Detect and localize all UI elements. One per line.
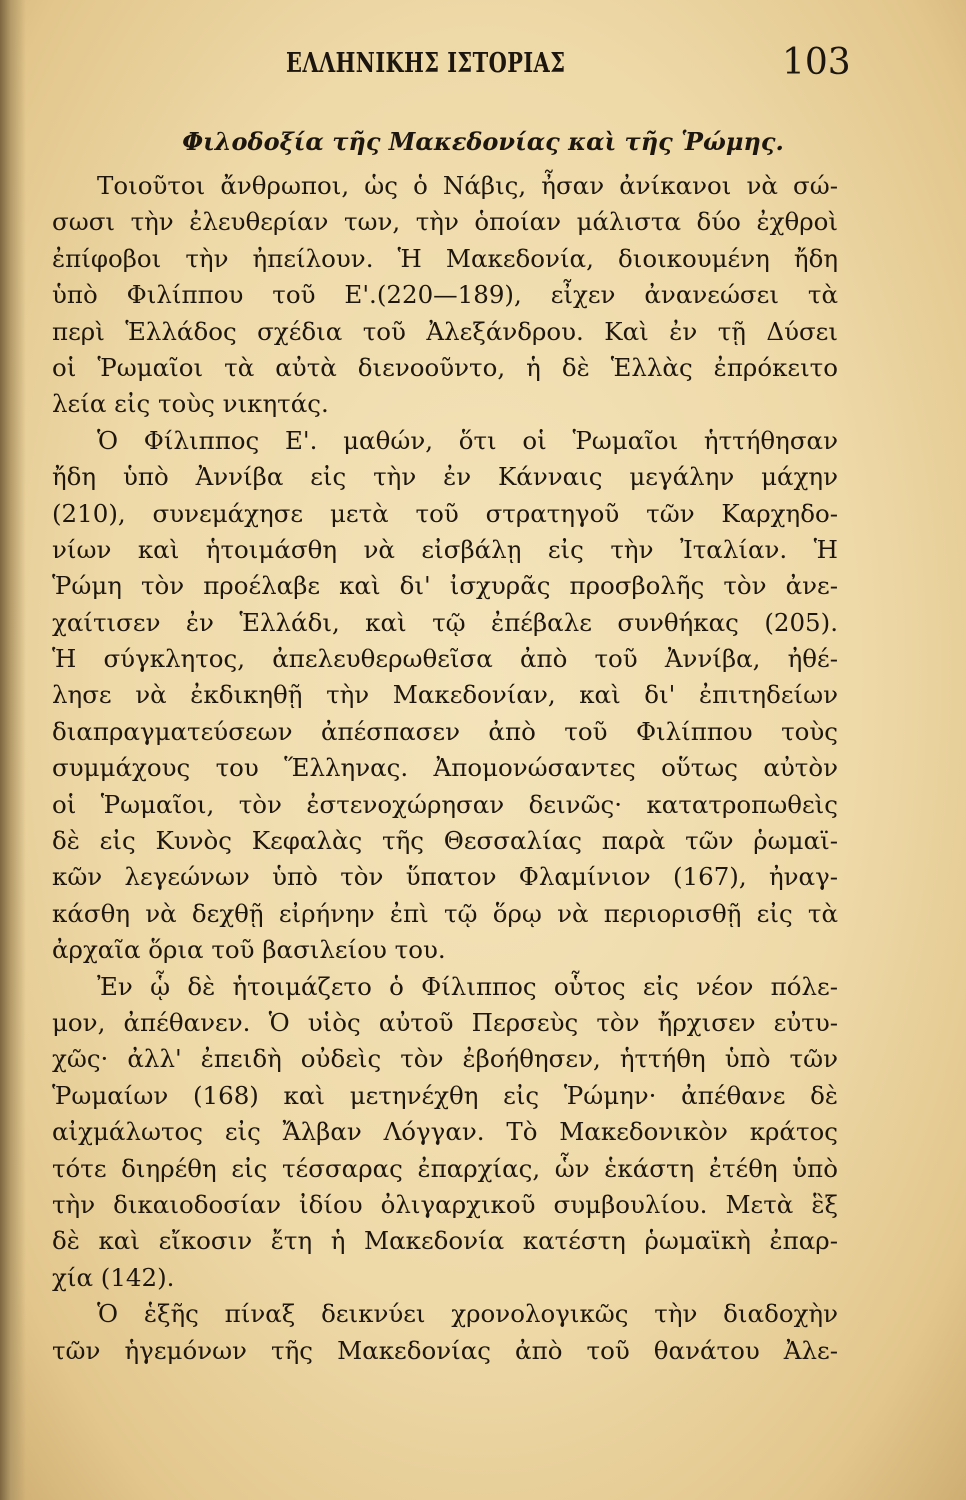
text-line: οἱ Ῥωμαῖοι τὰ αὐτὰ διενοοῦντο, ἡ δὲ Ἑλλὰς ἐπρόκειτο	[52, 352, 838, 382]
text-line: ἤδη ὑπὸ Ἀννίβα εἰς τὴν ἐν Κάνναις μεγάλην μάχην	[52, 462, 838, 492]
text-line: τῶν ἡγεμόνων τῆς Μακεδονίας ἀπὸ τοῦ θανάτου Ἀλε-	[52, 1335, 838, 1365]
text-line: Ῥώμη τὸν προέλαβε καὶ δι' ἰσχυρᾶς προσβολῆς τὸν ἀνε-	[52, 571, 838, 601]
text-line: δὲ καὶ εἴκοσιν ἔτη ἡ Μακεδονία κατέστη ῥωμαϊκὴ ἐπαρ-	[52, 1226, 838, 1256]
text-line: τότε διηρέθη εἰς τέσσαρας ἐπαρχίας, ὧν ἑκάστη ἐτέθη ὑπὸ	[52, 1153, 838, 1183]
text-line: συμμάχους του Ἕλληνας. Ἀπομονώσαντες οὕτως αὐτὸν	[52, 753, 838, 783]
text-line: κάσθη νὰ δεχθῇ εἰρήνην ἐπὶ τῷ ὅρῳ νὰ περιορισθῇ εἰς τὰ	[52, 898, 838, 928]
body-text	[52, 168, 838, 1369]
text-line: λησε νὰ ἐκδικηθῇ τὴν Μακεδονίαν, καὶ δι' ἐπιτηδείων	[52, 680, 838, 710]
binding-shadow	[0, 0, 26, 1500]
text-line: αἰχμάλωτος εἰς Ἄλβαν Λόγγαν. Τὸ Μακεδονικὸν κράτος	[52, 1117, 838, 1147]
text-line: Τοιοῦτοι ἄνθρωποι, ὡς ὁ Νάβις, ἦσαν ἀνίκανοι νὰ σώ-	[97, 171, 838, 200]
text-line: οἱ Ῥωμαῖοι, τὸν ἐστενοχώρησαν δεινῶς· κατατροπωθεὶς	[52, 789, 838, 819]
text-line: κῶν λεγεώνων ὑπὸ τὸν ὕπατον Φλαμίνιον (167), ἠναγ-	[52, 862, 838, 892]
text-line: Ὁ Φίλιππος Ε'. μαθών, ὅτι οἱ Ῥωμαῖοι ἡττήθησαν	[97, 425, 838, 455]
text-line: περὶ Ἑλλάδος σχέδια τοῦ Ἀλεξάνδρου. Καὶ ἐν τῇ Δύσει	[52, 316, 838, 346]
text-line: χῶς· ἀλλ' ἐπειδὴ οὐδεὶς τὸν ἐβοήθησεν, ἡττήθη ὑπὸ τῶν	[52, 1044, 838, 1074]
text-line: Ἐν ᾧ δὲ ἡτοιμάζετο ὁ Φίλιππος οὗτος εἰς νέον πόλε-	[97, 971, 838, 1001]
text-line: διαπραγματεύσεων ἀπέσπασεν ἀπὸ τοῦ Φιλίππου τοὺς	[52, 716, 838, 746]
text-line: νίων καὶ ἡτοιμάσθη νὰ εἰσβάλῃ εἰς τὴν Ἰταλίαν. Ἡ	[52, 534, 838, 564]
text-line: (210), συνεμάχησε μετὰ τοῦ στρατηγοῦ τῶν Καρχηδο-	[52, 498, 838, 528]
text-line: μον, ἀπέθανεν. Ὁ υἱὸς αὐτοῦ Περσεὺς τὸν ἤρχισεν εὐτυ-	[52, 1007, 838, 1037]
text-line: χαίτισεν ἐν Ἑλλάδι, καὶ τῷ ἐπέβαλε συνθήκας (205).	[52, 607, 838, 637]
running-head: ΕΛΛΗΝΙΚΗΣ ΙΣΤΟΡΙΑΣ	[286, 48, 566, 79]
text-line: Ῥωμαίων (168) καὶ μετηνέχθη εἰς Ῥώμην· ἀπέθανε δὲ	[52, 1080, 838, 1110]
text-line: δὲ εἰς Κυνὸς Κεφαλὰς τῆς Θεσσαλίας παρὰ τῶν ῥωμαϊ-	[52, 826, 838, 856]
text-line: ὑπὸ Φιλίππου τοῦ Ε'.(220—189), εἶχεν ἀνανεώσει τὰ	[52, 280, 838, 310]
text-line: τὴν δικαιοδοσίαν ἰδίου ὀλιγαρχικοῦ συμβουλίου. Μετὰ ἓξ	[52, 1189, 838, 1219]
text-line: χία (142).	[52, 1262, 175, 1292]
text-line: ἀρχαῖα ὅρια τοῦ βασιλείου του.	[52, 935, 446, 965]
text-line: ἐπίφοβοι τὴν ἠπείλουν. Ἡ Μακεδονία, διοικουμένη ἤδη	[52, 243, 838, 273]
text-line: σωσι τὴν ἐλευθερίαν των, τὴν ὁποίαν μάλιστα δύο ἐχθροὶ	[52, 207, 838, 237]
text-line: Ὁ ἑξῆς πίναξ δεικνύει χρονολογικῶς τὴν διαδοχὴν	[97, 1299, 838, 1329]
text-line: Ἡ σύγκλητος, ἀπελευθερωθεῖσα ἀπὸ τοῦ Ἀννίβα, ἠθέ-	[52, 644, 838, 674]
section-title: Φιλοδοξία τῆς Μακεδονίας καὶ τῆς Ῥώμης.	[182, 127, 784, 156]
page-header	[0, 42, 966, 92]
text-line: λεία εἰς τοὺς νικητάς.	[52, 389, 329, 419]
page-number: 103	[782, 42, 851, 83]
